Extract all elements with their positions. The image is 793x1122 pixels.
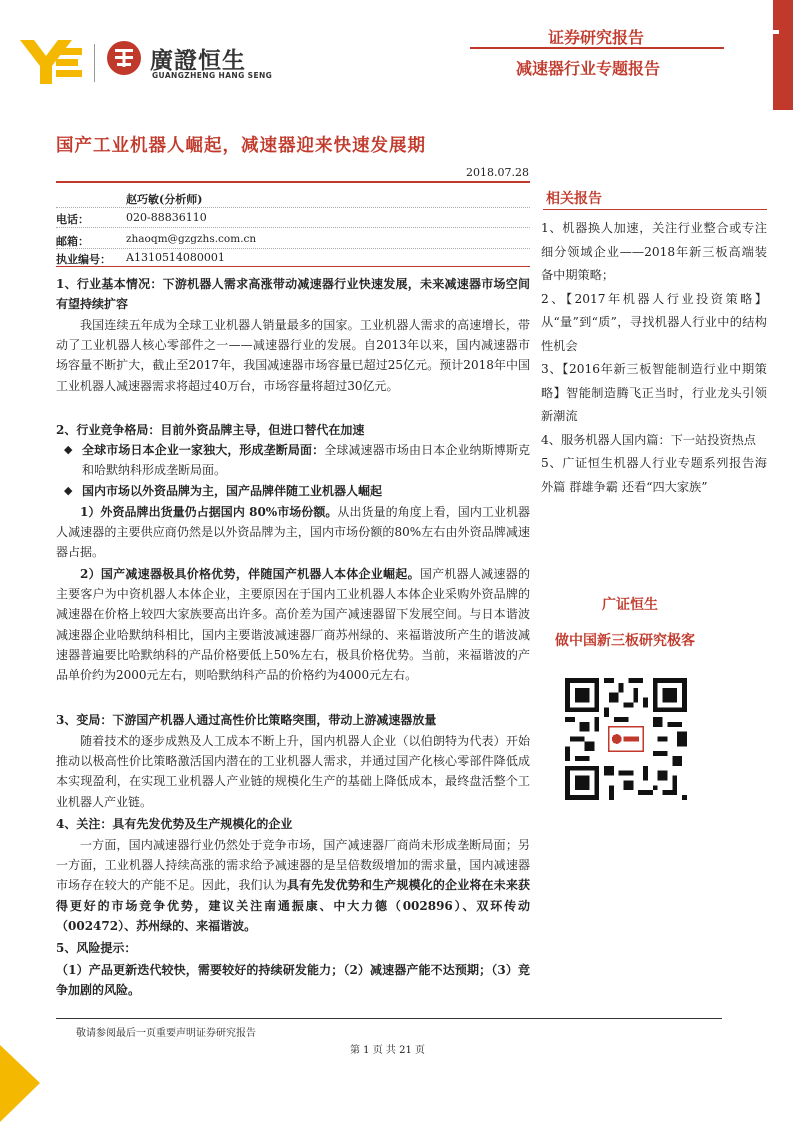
- section-4-recommendation: 具有先发优势和生产规模化的企业将在未来获得更好的市场竞争优势，建议关注南通振康、中大力德（002896）、双环传动（002472）、苏州绿的、来福谐波。: [56, 878, 530, 933]
- phone-value: 020-88836110: [126, 211, 207, 224]
- footer-disclaimer: 敬请参阅最后一页重要声明证券研究报告: [76, 1028, 256, 1039]
- related-reports-list: [541, 217, 767, 499]
- dotted-divider: [56, 248, 530, 249]
- related-report-item[interactable]: 3、【2016年新三板智能制造行业中期策略】智能制造腾飞正当时，行业龙头引领新潮流: [541, 362, 767, 423]
- point-2-title: 2）国产减速器极具价格优势，伴随国产机器人本体企业崛起。: [80, 567, 420, 581]
- report-type: 证券研究报告: [548, 28, 645, 47]
- page-number: 第 1 页 共 21 页: [350, 1045, 425, 1056]
- related-reports-title: 相关报告: [546, 191, 602, 207]
- point-1-title: 1）外资品牌出货量仍占据国内 80%市场份额。: [80, 505, 338, 519]
- slogan-tagline: 做中国新三板研究极客: [555, 633, 695, 649]
- section-2-point-2: [56, 564, 530, 685]
- dotted-divider: [56, 227, 530, 228]
- report-title: 国产工业机器人崛起，减速器迎来快速发展期: [56, 136, 426, 156]
- gzhs-emblem-icon: [106, 40, 142, 76]
- bullet-domestic-title: 国内市场以外资品牌为主，国产品牌伴随工业机器人崛起: [82, 484, 383, 498]
- report-date: 2018.07.28: [466, 166, 529, 179]
- brand-name-en: GUANGZHENG HANG SENG: [152, 71, 273, 80]
- bullet-global-title: 全球市场日本企业一家独大，形成垄断局面：: [82, 443, 325, 457]
- section-3-paragraph: 随着技术的逐步成熟及人工成本不断上升，国内机器人企业（以伯朗特为代表）开始推动以极高性价比策略激活国内潜在的工业机器人需求，并通过国产化核心零部件降低成本实现盈利，在实现工业机器人产业链的规模化生产的基础上降低成本，最终盘活整个工业机器人产业链。: [56, 734, 530, 809]
- footer-divider: [56, 1018, 722, 1019]
- related-report-item[interactable]: 5、广证恒生机器人行业专题系列报告海外篇 群雄争霸 还看“四大家族”: [541, 456, 767, 494]
- section-4-heading: 4、关注：具有先发优势及生产规模化的企业: [56, 817, 293, 831]
- risk-list: （1）产品更新迭代较快，需要较好的持续研发能力；（2）减速器产能不达预期；（3）竞争加剧的风险。: [56, 963, 530, 998]
- section-1-heading: 1、行业基本情况：下游机器人需求高涨带动减速器行业快速发展，未来减速器市场空间有望持续扩容: [56, 277, 530, 312]
- section-3-heading: 3、变局：下游国产机器人通过高性价比策略突围，带动上游减速器放量: [56, 713, 437, 727]
- ye-logo-icon: [20, 40, 82, 84]
- corner-decoration: [773, 0, 793, 110]
- header-divider: [470, 47, 724, 49]
- section-4-text: 一方面，国内减速器行业仍然处于竞争市场，国产减速器厂商尚未形成垄断局面；另一方面，工业机器人持续高涨的需求给予减速器的是呈倍数级增加的需求量，国内减速器市场存在较大的产能不足。因此，我们认为: [56, 838, 530, 893]
- license-value: A1310514080001: [126, 251, 225, 264]
- section-1-paragraph: 我国连续五年成为全球工业机器人销量最多的国家。工业机器人需求的高速增长，带动了工业机器人核心零部件之一——减速器行业的发展。自2013年以来，国内减速器市场容量不断扩大，截止至2017年，我国减速器市场容量已超过25亿元。预计2018年中国工业机器人减速器需求将超过40万台，市场容量将超过30亿元。: [56, 318, 530, 393]
- related-reports-divider: [543, 209, 767, 210]
- section-2-heading: 2、行业竞争格局：目前外资品牌主导，但进口替代在加速: [56, 423, 365, 437]
- phone-label: 电话：: [56, 213, 89, 226]
- bullet-global-text: 全球减速器市场由日本企业纳斯博斯克和哈默纳科形成垄断局面。: [82, 443, 530, 478]
- bullet-global-market: [56, 440, 530, 480]
- title-divider: [56, 181, 530, 183]
- email-value[interactable]: zhaoqm@gzgzhs.com.cn: [126, 233, 257, 245]
- report-subtype: 减速器行业专题报告: [516, 59, 661, 78]
- brand-name-cn: 廣證恒生: [150, 48, 246, 74]
- analyst-name: 赵巧敏(分析师): [126, 193, 203, 206]
- license-label: 执业编号：: [56, 253, 111, 266]
- dotted-divider: [56, 207, 530, 208]
- analyst-divider: [56, 266, 530, 267]
- logo-separator: [94, 44, 95, 82]
- qr-code-icon[interactable]: [565, 678, 687, 800]
- email-label: 邮箱：: [56, 235, 89, 248]
- bullet-domestic-market: [56, 481, 530, 501]
- slogan-brand: 广证恒生: [602, 597, 658, 613]
- corner-decoration: [0, 1045, 40, 1122]
- section-4-paragraph: [56, 835, 530, 936]
- section-2-point-1: [56, 502, 530, 563]
- point-2-text: 国产机器人减速器的主要客户为中资机器人本体企业，主要原因在于国内工业机器人本体企业采购外资品牌的减速器在价格上较四大家族要高出许多。高价差为国产减速器留下发展空间。与日本谐波减速器企业哈默纳科相比，国内主要谐波减速器厂商苏州绿的、来福谐波所产生的谐波减速器普遍要比哈默纳科的产品价格要低上50%左右，极具价格优势。当前，来福谐波的产品单价约为2000元左右，则哈默纳科产品的价格约为4000元左右。: [56, 567, 530, 683]
- related-report-item[interactable]: 4、服务机器人国内篇：下一站投资热点: [541, 432, 756, 447]
- related-report-item[interactable]: 2、【2017年机器人行业投资策略】从“量”到“质”，寻找机器人行业中的结构性机会: [541, 291, 767, 353]
- point-1-text: 从出货量的角度上看，国内工业机器人减速器的主要供应商仍然是以外资品牌为主，国内市场份额的80%左右由外资品牌减速器占据。: [56, 505, 530, 560]
- section-5-heading: 5、风险提示：: [56, 941, 137, 955]
- related-report-item[interactable]: 1、机器换人加速，关注行业整合或专注细分领域企业——2018年新三板高端装备中期策略；: [541, 221, 767, 282]
